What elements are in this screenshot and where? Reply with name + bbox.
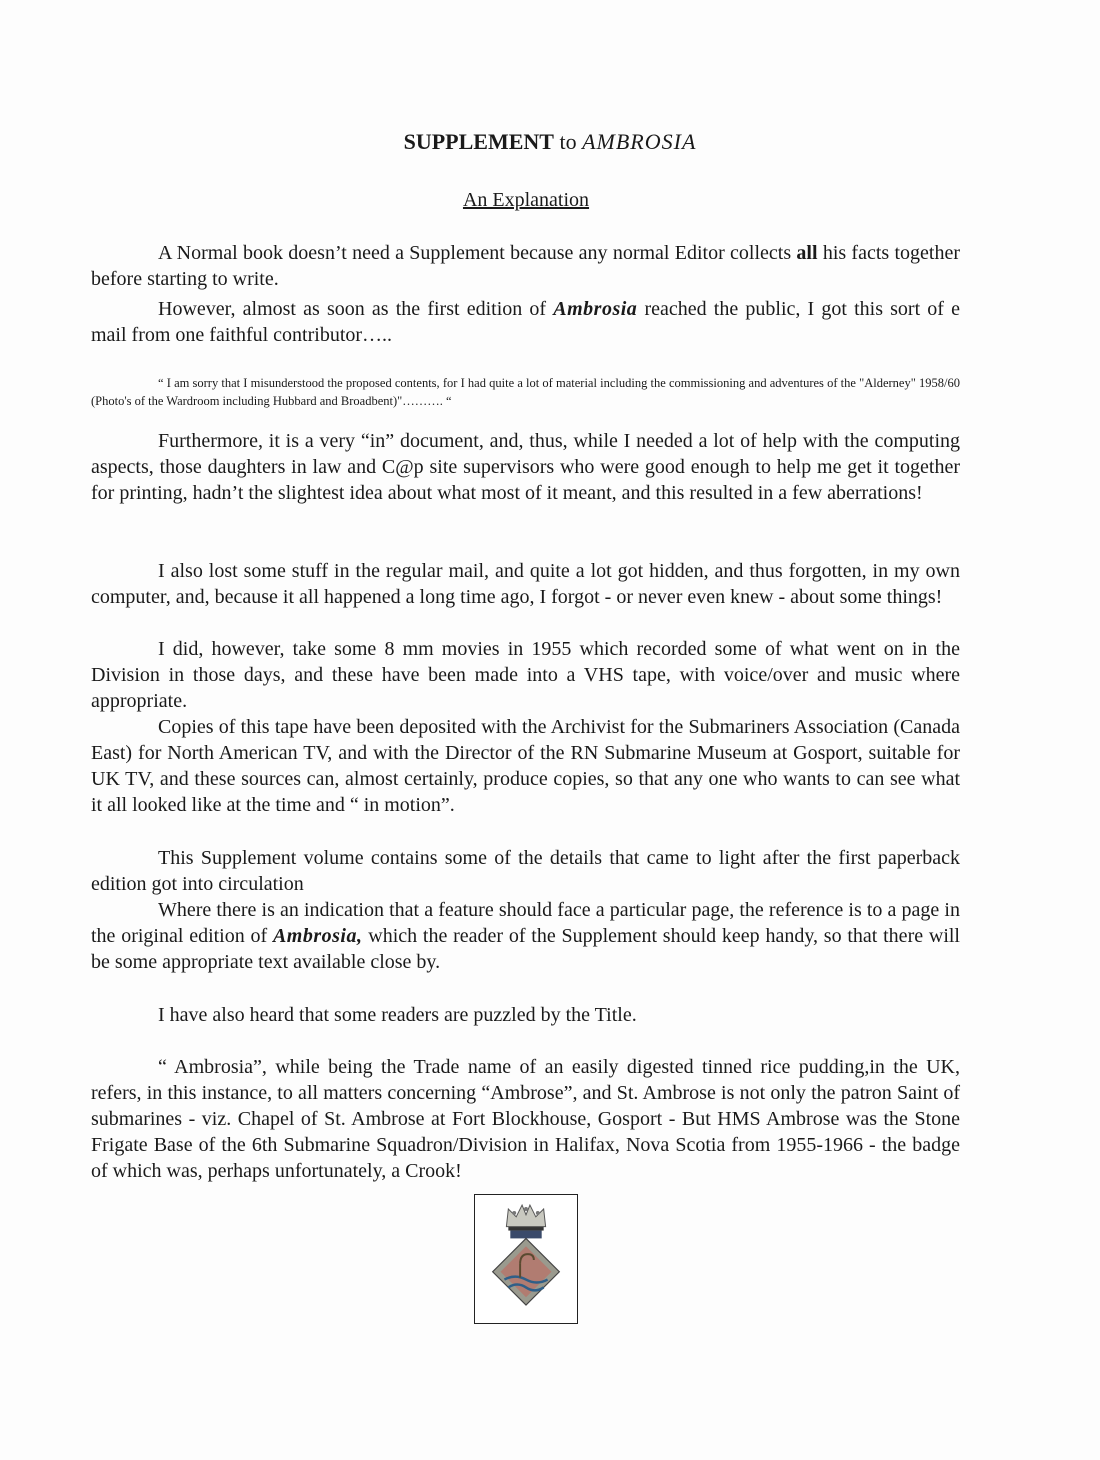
paragraph-9: I have also heard that some readers are puzzled by the Title. — [158, 1004, 637, 1026]
paragraph-8-text-a: Where there is an indication that a feature should face a particular page, the reference is to a page in the original edition of — [91, 899, 960, 947]
paragraph-6: Copies of this tape have been deposited with the Archivist for the Submariners Association (Canada East) for North American TV, and with the Director of the RN Submarine Museum at Gosport, suitable for UK TV, and these sources can, almost certainly, produce copies, so that any one who wants to can see what it all looked like at the time and “ in motion”. — [91, 716, 960, 816]
paragraph-2-text-a: However, almost as soon as the first edition of — [158, 298, 554, 320]
paragraph-8 — [91, 897, 960, 975]
paragraph-2-text-b: reached the public, I got this sort of e mail from one faithful contributor….. — [91, 298, 961, 346]
email-quote: “ I am sorry that I misunderstood the proposed contents, for I had quite a lot of material including the commissioning and adventures of the "Alderney" 1958/60 (Photo's of the Wardroom including Hubbard and Broadbent)"………. “ — [91, 376, 960, 408]
paragraph-1-text-a: A Normal book doesn’t need a Supplement because any normal Editor collects — [158, 242, 797, 264]
title-connector: to — [559, 129, 577, 154]
paragraph-4: I also lost some stuff in the regular mail, and quite a lot got hidden, and thus forgotten, in my own computer, and, because it all happened a long time ago, I forgot - or never even knew - about some things! — [91, 560, 960, 608]
paragraph-1-bold: all — [796, 242, 818, 264]
paragraph-7: This Supplement volume contains some of the details that came to light after the first paperback edition got into circulation — [91, 847, 960, 895]
badge-image — [474, 1194, 578, 1324]
title-bold: SUPPLEMENT — [403, 129, 554, 154]
page-title — [0, 128, 1100, 156]
ship-badge-crest-icon — [475, 1195, 577, 1323]
paragraph-1-text-b: his facts together before starting to write. — [91, 242, 960, 290]
paragraph-1 — [91, 240, 960, 292]
paragraph-3: Furthermore, it is a very “in” document, and, thus, while I needed a lot of help with the computing aspects, those daughters in law and C@p site supervisors who were good enough to help me get it together for printing, hadn’t the slightest idea about what most of it meant, and this resulted in a few aberrations! — [91, 430, 960, 504]
paragraph-2-italic: Ambrosia — [553, 298, 638, 320]
title-fancy: AMBROSIA — [582, 129, 697, 154]
page-subtitle: An Explanation — [462, 189, 590, 211]
paragraph-2 — [91, 296, 960, 348]
paragraph-5: I did, however, take some 8 mm movies in 1955 which recorded some of what went on in the Division in those days, and these have been made into a VHS tape, with voice/over and music where appropriate. — [91, 638, 960, 712]
paragraph-8-italic: Ambrosia, — [272, 925, 363, 947]
paragraph-10: “ Ambrosia”, while being the Trade name of an easily digested tinned rice pudding,in the UK, refers, in this instance, to all matters concerning “Ambrose”, and St. Ambrose is not only the patron Saint of submarines - viz. Chapel of St. Ambrose at Fort Blockhouse, Gosport - But HMS Ambrose was the Stone Frigate Base of the 6th Submarine Squadron/Division in Halifax, Nova Scotia from 1955-1966 - the badge of which was, perhaps unfortunately, a Crook! — [91, 1056, 960, 1182]
paragraph-8-text-b: which the reader of the Supplement should keep handy, so that there will be some appropriate text available close by. — [91, 925, 960, 973]
